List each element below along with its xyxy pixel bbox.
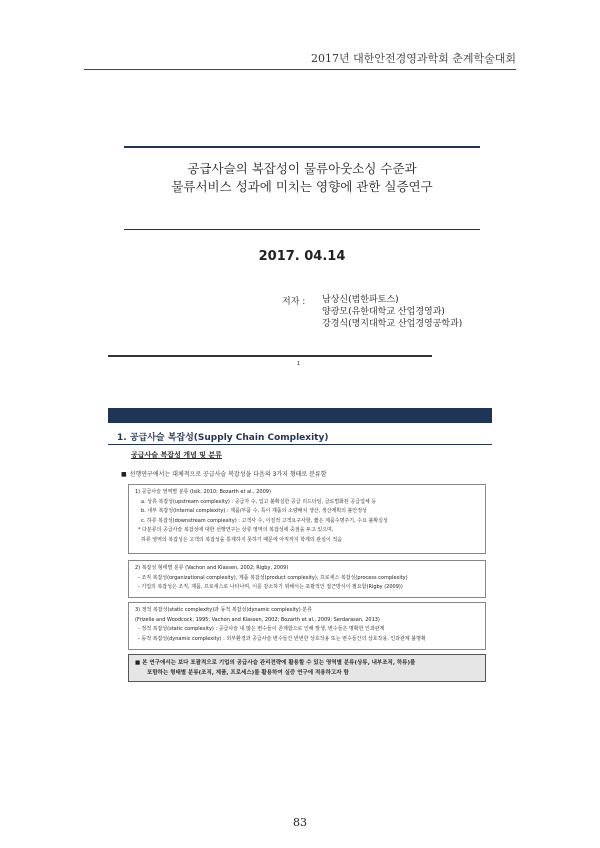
- box1-item-a: a. 상류 복잡성(upstream complexity) : 공급자 수, 입고 불확실한 공급 리드타임, 글로벌화된 공급업체 등: [141, 498, 377, 505]
- box1-item-c: c. 하류 복잡성(downstream complexity) : 고객사 수, 이질적 고객요구사항, 짧은 제품수명주기, 수요 불확실성: [141, 517, 388, 524]
- section-rule: [108, 444, 492, 445]
- authors-label: 저자 :: [282, 297, 306, 307]
- page-number: 83: [293, 816, 307, 829]
- footnote-mark: 1: [297, 361, 301, 367]
- classification-box-3: [128, 602, 486, 650]
- subheading: 공급사슬 복잡성 개념 및 분류: [131, 451, 222, 459]
- lead-sentence: 선행연구에서는 대체적으로 공급사슬 복잡성을 다음의 3가지 형태로 분류함: [129, 471, 327, 478]
- lead-text: [121, 469, 327, 478]
- presentation-date: 2017. 04.14: [258, 249, 346, 264]
- box3-line-2: - 동적 복잡성(dynamic complexity) : 외부환경과 공급사슬 변수들간 빈번한 상호작용 또는 변수들간의 상호작용, 인과관계 불명확: [138, 635, 426, 642]
- author-list: [322, 294, 462, 330]
- classification-box-2: [128, 560, 486, 598]
- box2-title: 2) 복잡성 형태별 분류 (Vachon and Klassen, 2002; Rigby, 2009): [135, 565, 289, 571]
- box1-note-2: 하류 영역의 복잡성은 고객의 복잡성을 통제하지 못하기 때문에 아직까지 학계의 관심이 적음: [141, 536, 343, 543]
- conclusion-text-1: 본 연구에서는 보다 포괄적으로 기업의 공급사슬 관리전략에 활용할 수 있는 영역별 분류(상류, 내부조직, 하류)를: [142, 660, 416, 666]
- author-3: 강경식(명지대학교 산업경영공학과): [322, 319, 463, 329]
- conclusion-line-1: [135, 659, 479, 669]
- conference-header: 2017년 대한안전경영과학회 춘계학술대회: [310, 52, 516, 65]
- square-bullet-icon: ■: [121, 471, 127, 478]
- author-1: 남상신(범한파토스): [322, 295, 399, 305]
- slide-separator: [108, 355, 432, 357]
- box3-refs: (Frizelle and Woodcock, 1995; Vachon and Klassen, 2002; Bozarth et al., 2009; Serdarasan, 2013): [135, 616, 380, 623]
- title-rule-bottom: [124, 229, 480, 230]
- section-heading: 1. 공급사슬 복잡성(Supply Chain Complexity): [117, 433, 329, 443]
- author-2: 양광모(유한대학교 산업경영과): [322, 307, 445, 317]
- square-bullet-icon: ■: [135, 660, 143, 666]
- classification-box-1: [128, 484, 486, 554]
- paper-title: [124, 160, 480, 196]
- box2-line-1: - 조직 복잡성(organizational complexity), 제품 복잡성(product complexity), 프로세스 복잡성(process complexity): [138, 574, 408, 581]
- header-rule: [84, 69, 516, 70]
- title-line-2: 물류서비스 성과에 미치는 영향에 관한 실증연구: [171, 179, 433, 194]
- title-line-1: 공급사슬의 복잡성이 물류아웃소싱 수준과: [187, 161, 417, 176]
- box1-title: 1) 공급사슬 영역별 분류 (Isik, 2010; Bozarth et al., 2009): [135, 489, 271, 495]
- conclusion-line-2: 포함하는 형태별 분류(조직, 제품, 프로세스)를 활용하여 실증 연구에 적용하고자 함: [147, 669, 349, 676]
- conclusion-box: [128, 654, 486, 682]
- box3-title: 3) 정적 복잡성(static complexity)과 동적 복잡성(dynamic complexity) 분류: [135, 607, 312, 613]
- box2-line-2: - 기업의 복잡성은 조직, 제품, 프로세스로 나타나며, 이를 감소하기 위해서는 포괄적인 접근방식이 필요함(Rigby (2009)): [138, 584, 403, 591]
- box1-note-1: * 다분류의 공급사슬 복잡성에 대한 선행연구는 상류 영역의 복잡성에 중점을 두고 있으며,: [138, 527, 334, 534]
- title-rule-top: [124, 146, 480, 148]
- box3-line-1: - 정적 복잡성(static complexity) : 공급사슬 내 많은 변수들이 존재함으로 인해 발생, 변수들은 명확한 인과관계: [138, 626, 385, 633]
- box1-item-b: b. 내부 복잡성(internal complexity) : 제품/부품 수, 특이 제품의 소량배치 생산, 생산계획의 불안정성: [141, 508, 367, 515]
- slide-banner: [108, 408, 492, 423]
